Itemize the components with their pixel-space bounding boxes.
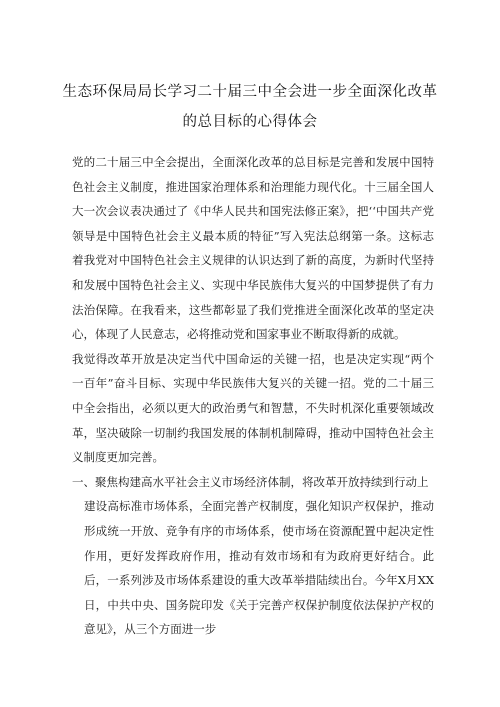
section-heading: 一、聚焦构建高水平社会主义市场经济体制，将改革开放持续到行动上 bbox=[72, 474, 429, 489]
paragraph: 我觉得改革开放是决定当代中国命运的关键一招，也是决定实现“两个一百年”奋斗目标、实现中华民族伟大复兴的关键一招。党的二十届三中全会指出，必须以更大的政治勇气和智慧，不失时机深化重要领域改革，坚决破除一切制约我国发展的体制机制障碍，推动中国特色社会主义制度更加完善。 bbox=[72, 351, 434, 465]
document-body bbox=[72, 150, 434, 642]
paragraph: 党的二十届三中全会提出，全面深化改革的总目标是完善和发展中国特色社会主义制度，推进国家治理体系和治理能力现代化。十三届全国人大一次会议表决通过了《中华人民共和国宪法修正案》，把‘‘中国共产党领导是中国特色社会主义最本质的特征”写入宪法总纲第一条。这标志着我党对中国特色社会主义规律的认识达到了新的高度，为新时代坚持和发展中国特色社会主义、实现中华民族伟大复兴的中国梦提供了有力法治保障。在我看来，这些都彰显了我们党推进全面深化改革的坚定决心，体现了人民意志，必将推动党和国家事业不断取得新的成就。 bbox=[72, 155, 434, 342]
document-title-line-1: 生态环保局局长学习二十届三中全会进一步全面深化改革 bbox=[62, 84, 438, 100]
document-title-line-2: 的总目标的心得体会 bbox=[182, 114, 318, 130]
paragraph: 建设高标准市场体系，全面完善产权制度，强化知识产权保护，推动形成统一开放、竞争有序的市场体系，使市场在资源配置中起决定性作用，更好发挥政府作用，推动有效市场和有为政府更好结合。此后，一系列涉及市场体系建设的重大改革举措陆续出台。今年X月XX日，中共中央、国务院印发《关于完善产权保护制度依法保护产权的意见》，从三个方面进一步 bbox=[84, 499, 434, 637]
